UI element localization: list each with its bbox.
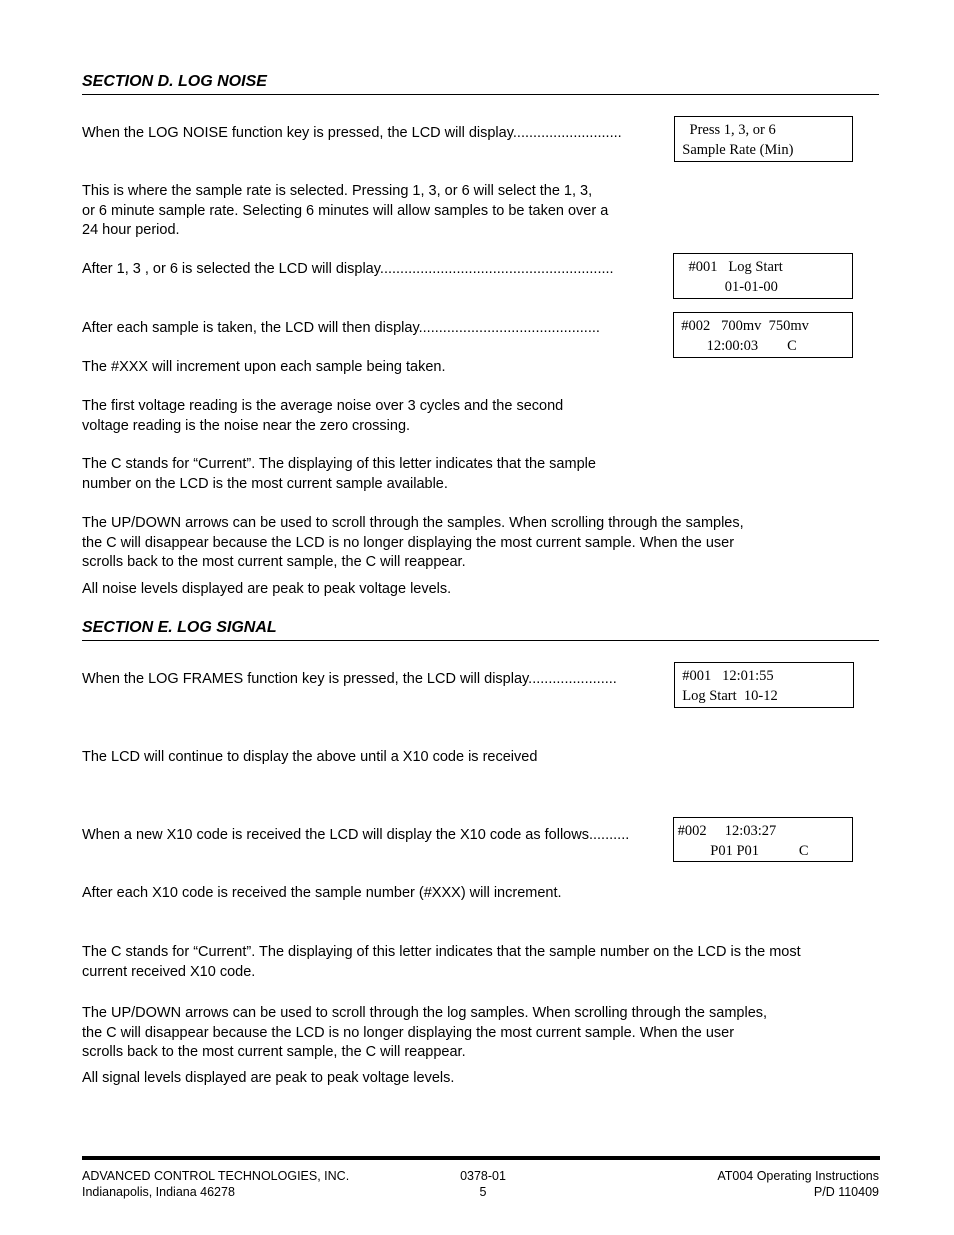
section-d-paragraph-8: The UP/DOWN arrows can be used to scroll through the samples. When scrolling through the samples, the C will disappear because the LCD is no longer displaying the most current sample. When the user scrolls back to the most current sample, the C will reappear.: [82, 515, 744, 570]
section-e-rule: [82, 640, 879, 641]
lcd-display-noise-sample: #002 700mv 750mv 12:00:03 C: [673, 312, 853, 358]
section-e-paragraph-6: The UP/DOWN arrows can be used to scroll through the log samples. When scrolling through the samples, the C will disappear because the LCD is no longer displaying the most current sample. When the user scrolls back to the most current sample, the C will reappear.: [82, 1005, 768, 1060]
section-e-paragraph-3: When a new X10 code is received the LCD will display the X10 code as follows..........: [82, 827, 630, 843]
section-d-paragraph-3: After 1, 3 , or 6 is selected the LCD will display..........................................................: [82, 261, 614, 277]
section-e-paragraph-7: All signal levels displayed are peak to peak voltage levels.: [82, 1070, 455, 1086]
footer-left: [82, 1168, 349, 1200]
footer-manual-title: AT004 Operating Instructions: [717, 1169, 879, 1183]
footer-rule: [82, 1156, 880, 1160]
section-d-paragraph-9: All noise levels displayed are peak to peak voltage levels.: [82, 581, 452, 597]
section-e-paragraph-2: The LCD will continue to display the above until a X10 code is received: [82, 749, 538, 765]
section-d-heading: SECTION D. LOG NOISE: [82, 73, 267, 90]
section-d-paragraph-2: This is where the sample rate is selected. Pressing 1, 3, or 6 will select the 1, 3, or 6 minute sample rate. Selecting 6 minutes will allow samples to be taken over a 24 hour period.: [82, 183, 609, 238]
footer-address: Indianapolis, Indiana 46278: [82, 1185, 235, 1199]
section-e-paragraph-5: The C stands for “Current”. The displaying of this letter indicates that the sample number on the LCD is the most current received X10 code.: [82, 944, 801, 980]
footer-right: [717, 1168, 879, 1200]
section-d-paragraph-7: The C stands for “Current”. The displaying of this letter indicates that the sample number on the LCD is the most current sample available.: [82, 456, 596, 492]
footer-center: [433, 1168, 533, 1200]
section-d-paragraph-4: After each sample is taken, the LCD will then display.............................................: [82, 320, 600, 336]
footer-part-number: P/D 110409: [813, 1185, 879, 1199]
section-d-rule: [82, 94, 879, 95]
lcd-display-log-start: #001 Log Start 01-01-00: [673, 253, 853, 299]
footer-doc-code: 0378-01: [460, 1169, 506, 1183]
section-d-paragraph-6: The first voltage reading is the average noise over 3 cycles and the second voltage reading is the noise near the zero crossing.: [82, 398, 564, 434]
lcd-display-x10-code: #002 12:03:27 P01 P01 C: [673, 817, 853, 862]
section-e-heading: SECTION E. LOG SIGNAL: [82, 619, 277, 636]
footer-company: ADVANCED CONTROL TECHNOLOGIES, INC.: [82, 1169, 350, 1183]
lcd-display-sample-rate: Press 1, 3, or 6 Sample Rate (Min): [674, 116, 853, 162]
footer-page-number: 5: [479, 1185, 487, 1199]
section-d-paragraph-5: The #XXX will increment upon each sample being taken.: [82, 359, 446, 375]
section-d-paragraph-1: When the LOG NOISE function key is pressed, the LCD will display...........................: [82, 125, 622, 141]
section-e-paragraph-1: When the LOG FRAMES function key is pressed, the LCD will display......................: [82, 671, 617, 687]
lcd-display-log-frames: #001 12:01:55 Log Start 10-12: [674, 662, 854, 708]
section-e-paragraph-4: After each X10 code is received the sample number (#XXX) will increment.: [82, 885, 562, 901]
